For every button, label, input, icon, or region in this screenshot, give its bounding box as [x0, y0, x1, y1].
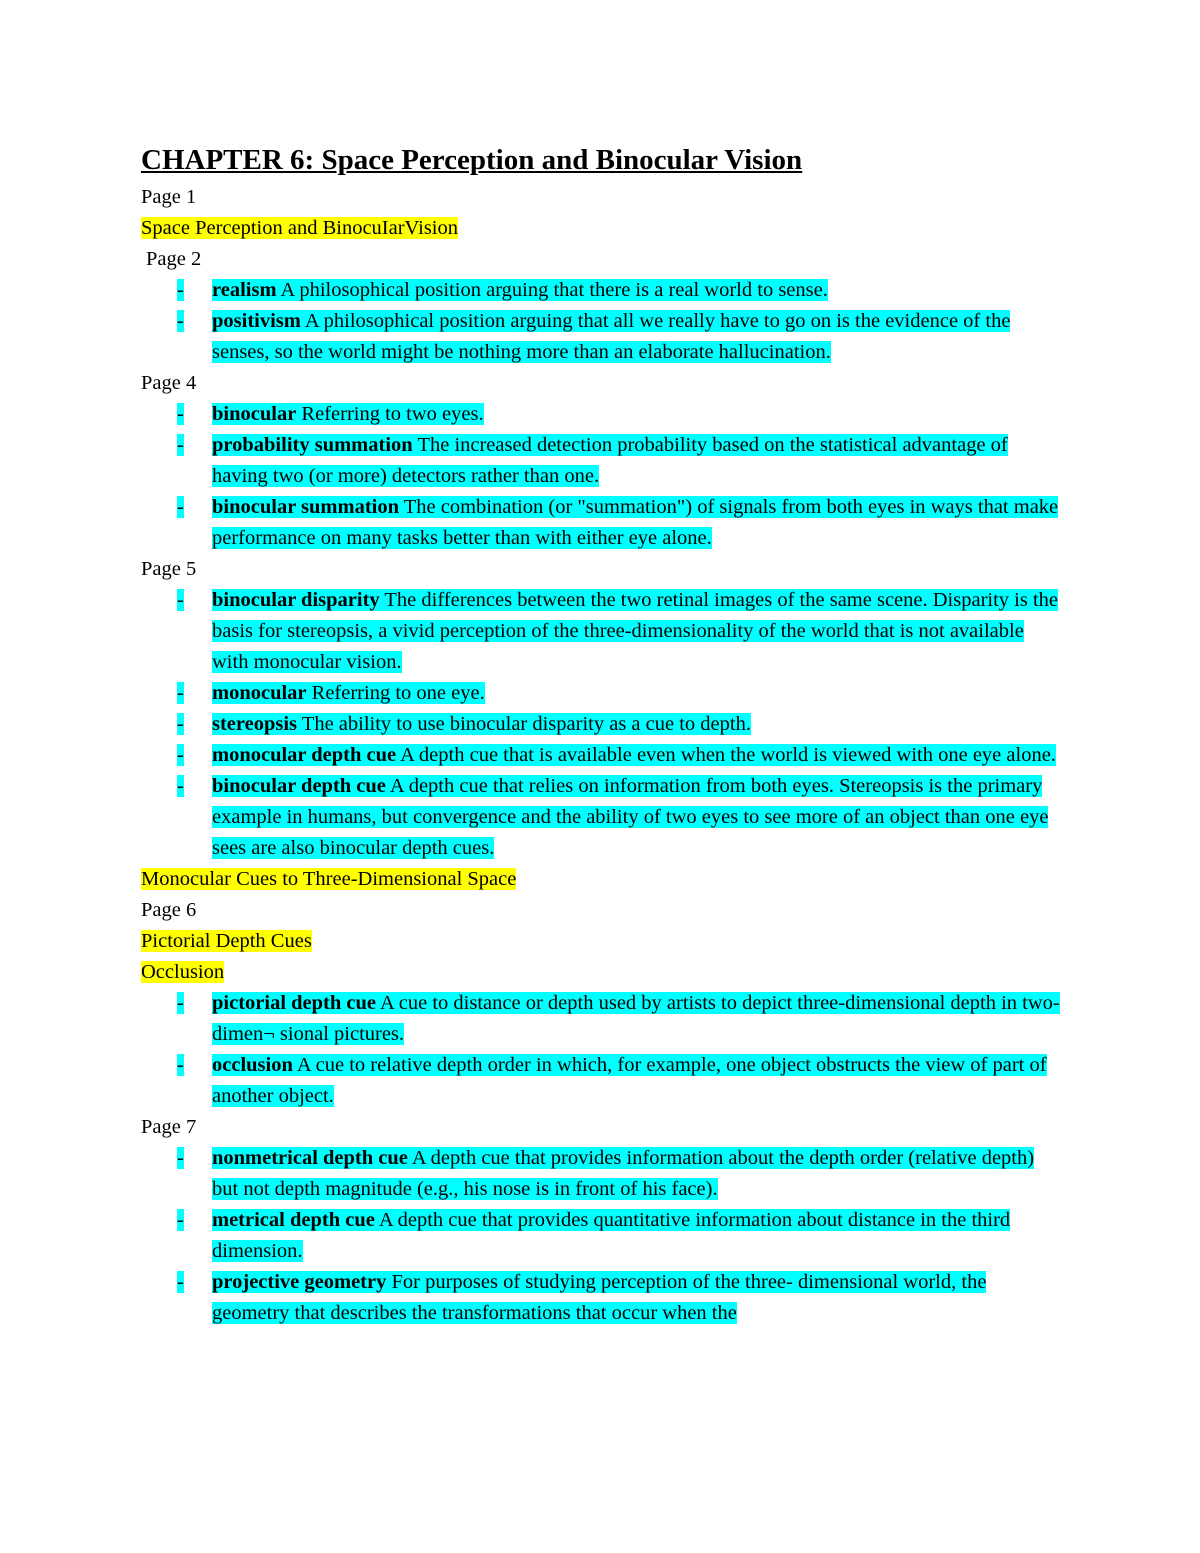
dash-glyph: -: [177, 310, 184, 332]
glossary-term: metrical depth cue: [212, 1209, 375, 1231]
term-list-page-6: [141, 988, 1061, 1112]
glossary-term: binocular depth cue: [212, 775, 386, 797]
glossary-entry: [212, 744, 1056, 766]
section-heading-monocular-cues: Monocular Cues to Three-Dimensional Space: [141, 868, 517, 890]
page-label-4: Page 4: [141, 372, 197, 394]
glossary-term: pictorial depth cue: [212, 992, 376, 1014]
glossary-entry: [212, 992, 1060, 1045]
glossary-definition: The differences between the two retinal images of the same scene. Disparity is the basis for stereopsis, a vivid perception of the three-dimensionality of the world that is not available with monocular vision.: [212, 589, 1059, 673]
glossary-term: binocular: [212, 403, 297, 425]
dash-glyph: -: [177, 1054, 184, 1076]
glossary-item: [141, 1267, 1062, 1329]
page-label-2: Page 2: [146, 248, 202, 270]
glossary-item: [141, 678, 1062, 709]
page-label-7: Page 7: [141, 1116, 197, 1138]
list-bullet-dash: [177, 771, 211, 802]
list-bullet-dash: [177, 678, 211, 709]
list-bullet-dash: [177, 988, 211, 1019]
glossary-term: monocular: [212, 682, 307, 704]
glossary-item: [141, 740, 1062, 771]
dash-glyph: -: [177, 744, 184, 766]
glossary-item: [141, 1143, 1062, 1205]
section-heading-space-perception: Space Perception and BinocuIarVision: [141, 217, 458, 239]
page-label-1: Page 1: [141, 186, 197, 208]
glossary-item: [141, 585, 1062, 678]
section-heading-pictorial-depth-cues: Pictorial Depth Cues: [141, 930, 312, 952]
list-bullet-dash: [177, 492, 211, 523]
list-bullet-dash: [177, 740, 211, 771]
glossary-entry: [212, 1147, 1034, 1200]
chapter-title: CHAPTER 6: Space Perception and Binocular Vision: [141, 144, 803, 176]
page-label-5: Page 5: [141, 558, 197, 580]
list-bullet-dash: [177, 306, 211, 337]
glossary-item: [141, 1205, 1062, 1267]
glossary-term: stereopsis: [212, 713, 298, 735]
dash-glyph: -: [177, 589, 184, 611]
glossary-term: positivism: [212, 310, 301, 332]
glossary-term: realism: [212, 279, 277, 301]
dash-glyph: -: [177, 1209, 184, 1231]
glossary-definition: A depth cue that relies on information from both eyes. Stereopsis is the primary example in humans, but convergence and the ability of two eyes to see more of an object than one eye sees are also binocular depth cues.: [212, 775, 1049, 859]
glossary-definition: A depth cue that provides quantitative information about distance in the third dimension.: [212, 1209, 1011, 1262]
glossary-definition: The ability to use binocular disparity as a cue to depth.: [297, 713, 751, 735]
glossary-item: [141, 1050, 1062, 1112]
glossary-term: binocular disparity: [212, 589, 380, 611]
glossary-item: [141, 430, 1062, 492]
term-list-page-7: [141, 1143, 1061, 1329]
glossary-term: projective geometry: [212, 1271, 387, 1293]
glossary-definition: A cue to relative depth order in which, for example, one object obstructs the view of part of another object.: [212, 1054, 1047, 1107]
glossary-item: [141, 771, 1062, 864]
glossary-entry: [212, 775, 1048, 859]
glossary-entry: [212, 310, 1010, 363]
glossary-entry: [212, 713, 751, 735]
glossary-term: monocular depth cue: [212, 744, 397, 766]
list-bullet-dash: [177, 1050, 211, 1081]
glossary-term: binocular summation: [212, 496, 400, 518]
document-body: [141, 140, 1061, 1329]
glossary-entry: [212, 682, 485, 704]
glossary-item: [141, 275, 1062, 306]
glossary-definition: A depth cue that is available even when the world is viewed with one eye alone.: [396, 744, 1056, 766]
glossary-definition: A philosophical position arguing that all we really have to go on is the evidence of the senses, so the world might be nothing more than an elaborate hallucination.: [212, 310, 1011, 363]
glossary-item: [141, 709, 1062, 740]
glossary-entry: [212, 434, 1008, 487]
glossary-item: [141, 306, 1062, 368]
glossary-item: [141, 399, 1062, 430]
list-bullet-dash: [177, 1143, 211, 1174]
list-bullet-dash: [177, 399, 211, 430]
dash-glyph: -: [177, 1271, 184, 1293]
glossary-entry: [212, 1271, 986, 1324]
glossary-definition: A cue to distance or depth used by artists to depict three-dimensional depth in two-dimen¬ sional pictures.: [212, 992, 1060, 1045]
dash-glyph: -: [177, 992, 184, 1014]
dash-glyph: -: [177, 279, 184, 301]
term-list-page-2: [141, 275, 1061, 368]
glossary-definition: Referring to one eye.: [306, 682, 485, 704]
dash-glyph: -: [177, 434, 184, 456]
glossary-definition: Referring to two eyes.: [296, 403, 484, 425]
term-list-page-5: [141, 585, 1061, 864]
glossary-term: nonmetrical depth cue: [212, 1147, 408, 1169]
dash-glyph: -: [177, 496, 184, 518]
glossary-entry: [212, 1054, 1047, 1107]
list-bullet-dash: [177, 709, 211, 740]
glossary-definition: The increased detection probability based on the statistical advantage of having two (or more) detectors rather than one.: [212, 434, 1008, 487]
glossary-item: [141, 492, 1062, 554]
list-bullet-dash: [177, 275, 211, 306]
list-bullet-dash: [177, 585, 211, 616]
dash-glyph: -: [177, 713, 184, 735]
glossary-definition: For purposes of studying perception of the three- dimensional world, the geometry that describes the transformations that occur when the: [212, 1271, 987, 1324]
dash-glyph: -: [177, 1147, 184, 1169]
list-bullet-dash: [177, 430, 211, 461]
glossary-entry: [212, 1209, 1010, 1262]
dash-glyph: -: [177, 775, 184, 797]
glossary-entry: [212, 589, 1058, 673]
glossary-definition: The combination (or "summation") of signals from both eyes in ways that make performance on many tasks better than with either eye alone.: [212, 496, 1059, 549]
dash-glyph: -: [177, 682, 184, 704]
glossary-definition: A depth cue that provides information about the depth order (relative depth) but not depth magnitude (e.g., his nose is in front of his face).: [212, 1147, 1035, 1200]
glossary-definition: A philosophical position arguing that there is a real world to sense.: [276, 279, 828, 301]
glossary-term: occlusion: [212, 1054, 293, 1076]
term-list-page-4: [141, 399, 1061, 554]
glossary-term: probability summation: [212, 434, 413, 456]
section-heading-occlusion: Occlusion: [141, 961, 225, 983]
page-label-6: Page 6: [141, 899, 197, 921]
glossary-item: [141, 988, 1062, 1050]
glossary-entry: [212, 403, 484, 425]
list-bullet-dash: [177, 1205, 211, 1236]
glossary-entry: [212, 279, 828, 301]
glossary-entry: [212, 496, 1058, 549]
dash-glyph: -: [177, 403, 184, 425]
list-bullet-dash: [177, 1267, 211, 1298]
